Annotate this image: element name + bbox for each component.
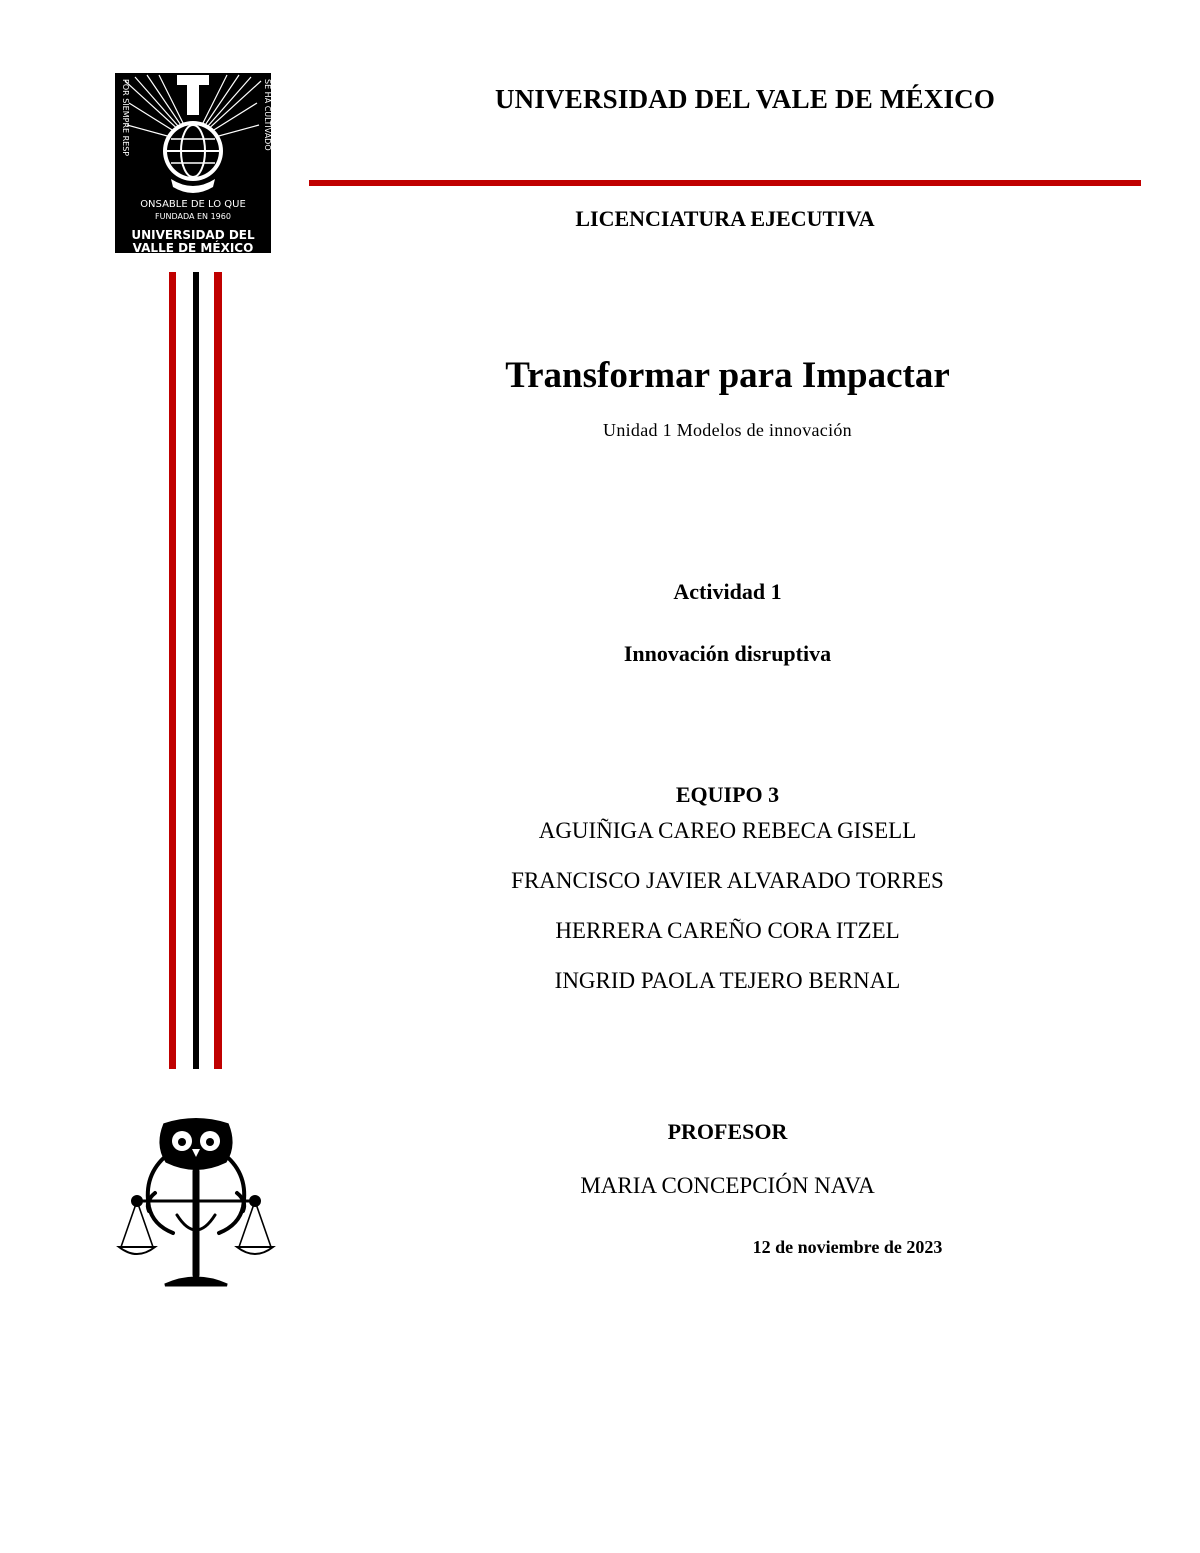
svg-text:FUNDADA EN 1960: FUNDADA EN 1960 <box>155 212 231 221</box>
team-member: FRANCISCO JAVIER ALVARADO TORRES <box>511 868 944 893</box>
professor-name: MARIA CONCEPCIÓN NAVA <box>580 1173 875 1198</box>
university-title: UNIVERSIDAD DEL VALE DE MÉXICO <box>494 84 996 114</box>
seal-motto-left: POR SIEMPRE RESP <box>121 79 130 157</box>
activity-label: Actividad 1 <box>673 579 782 604</box>
university-seal-icon <box>115 73 271 253</box>
team-member: AGUIÑIGA CAREO REBECA GISELL <box>538 818 917 843</box>
activity-topic: Innovación disruptiva <box>623 641 832 666</box>
svg-text:ONSABLE DE LO QUE: ONSABLE DE LO QUE <box>140 199 246 210</box>
document-title: Transformar para Impactar <box>505 355 950 396</box>
decorative-stripe-red-left <box>169 272 176 1069</box>
team-member: INGRID PAOLA TEJERO BERNAL <box>554 968 901 993</box>
svg-text:VALLE DE MÉXICO: VALLE DE MÉXICO <box>132 241 254 255</box>
team-member: HERRERA CAREÑO CORA ITZEL <box>555 918 900 943</box>
document-date: 12 de noviembre de 2023 <box>752 1237 943 1257</box>
svg-text:UNIVERSIDAD DEL: UNIVERSIDAD DEL <box>131 228 255 242</box>
owl-scales-icon <box>115 1115 277 1293</box>
decorative-stripe-red-right <box>214 272 222 1069</box>
team-heading: EQUIPO 3 <box>675 782 780 807</box>
document-subtitle: Unidad 1 Modelos de innovación <box>603 420 852 440</box>
header-divider <box>309 180 1141 186</box>
program-title: LICENCIATURA EJECUTIVA <box>575 206 875 231</box>
professor-heading: PROFESOR <box>667 1119 788 1144</box>
seal-motto-right: SE HA CULTIVADO <box>263 79 272 151</box>
decorative-stripe-black <box>193 272 199 1069</box>
